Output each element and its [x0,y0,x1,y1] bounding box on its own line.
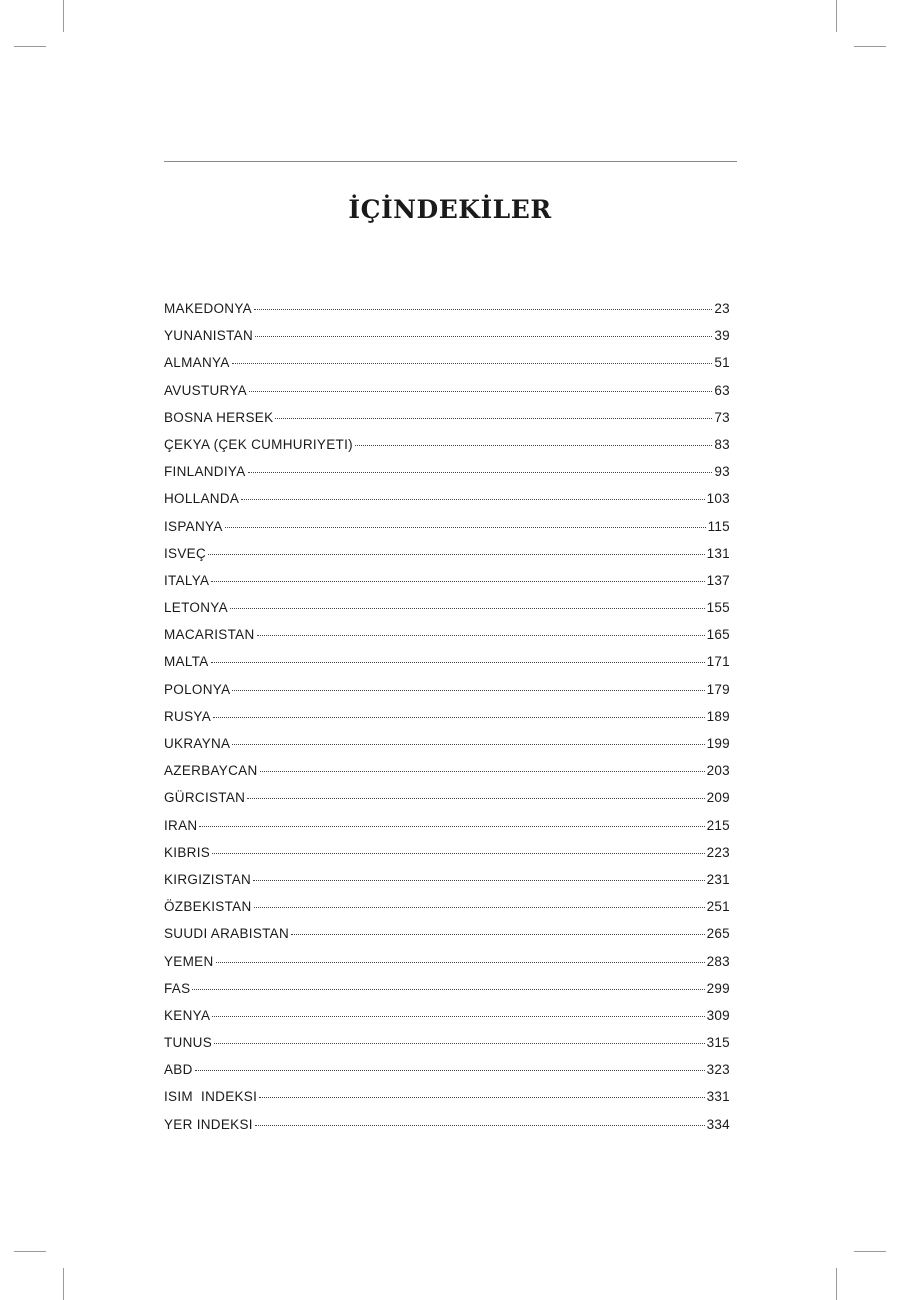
toc-entry-label: MACARISTAN [164,627,255,643]
crop-mark-right-bottom [854,1251,886,1252]
toc-entry-label: ITALYA [164,572,210,588]
toc-dot-leader [212,853,704,854]
toc-entry-page-number: 283 [706,953,730,969]
crop-mark-bottom-right [836,1268,837,1300]
toc-entry-page-number: 171 [706,654,730,670]
toc-entry [164,437,730,464]
crop-mark-left-bottom [14,1251,46,1252]
toc-entry-label: KENYA [164,1007,211,1023]
crop-mark-top-left [63,0,64,32]
toc-dot-leader [232,744,704,745]
toc-entry [164,763,730,790]
toc-entry-label: POLONYA [164,681,231,697]
toc-entry-page-number: 315 [706,1035,730,1051]
toc-entry-page-number: 179 [706,681,730,697]
toc-entry-label: MAKEDONYA [164,301,252,316]
crop-mark-left-top [14,46,46,47]
toc-entry-page-number: 39 [714,328,730,344]
toc-dot-leader [255,1125,705,1126]
toc-dot-leader [254,907,705,908]
toc-entry [164,845,730,872]
toc-entry-label: ISVEÇ [164,545,207,561]
toc-entry-label: ÖZBEKISTAN [164,899,252,915]
toc-entry [164,491,730,518]
toc-entry [164,573,730,600]
toc-entry [164,464,730,491]
toc-dot-leader [275,418,712,419]
toc-entry-label: TUNUS [164,1035,212,1051]
toc-entry-label: KIRGIZISTAN [164,871,252,887]
toc-entry [164,736,730,763]
toc-dot-leader [225,527,706,528]
toc-entry-label: UKRAYNA [164,736,231,751]
toc-dot-leader [216,962,705,963]
toc-entry-label: FAS [164,980,191,996]
toc-dot-leader [249,391,712,392]
toc-entry [164,519,730,546]
toc-entry-label: ALMANYA [164,355,230,371]
toc-entry [164,954,730,981]
toc-entry-page-number: 165 [706,627,730,643]
toc-entry-page-number: 63 [714,382,730,398]
toc-entry-page-number: 209 [706,790,730,806]
crop-mark-top-right [836,0,837,32]
toc-dot-leader [199,826,704,827]
header-rule [164,161,737,162]
toc-entry-page-number: 203 [706,763,730,779]
toc-dot-leader [213,717,705,718]
toc-entry-page-number: 115 [707,518,730,534]
toc-entry-page-number: 199 [706,736,730,751]
toc-dot-leader [291,934,705,935]
toc-dot-leader [260,771,705,772]
toc-entry-label: GÜRCISTAN [164,790,246,806]
toc-entry [164,899,730,926]
toc-entry-label: HOLLANDA [164,491,240,507]
toc-dot-leader [241,499,704,500]
toc-entry-label: MALTA [164,654,209,670]
toc-entry [164,790,730,817]
toc-entry [164,627,730,654]
toc-entry [164,872,730,899]
toc-entry-label: ISIM INDEKSI [164,1089,258,1105]
toc-entry-page-number: 73 [714,409,730,425]
toc-entry-page-number: 331 [706,1089,730,1105]
toc-dot-leader [247,798,704,799]
toc-entry [164,1035,730,1062]
toc-entry-page-number: 299 [706,980,730,996]
toc-entry-page-number: 334 [706,1116,730,1132]
toc-entry [164,1117,730,1144]
toc-entry [164,546,730,573]
toc-entry-label: ABD [164,1062,193,1078]
toc-entry-page-number: 155 [706,600,730,616]
toc-entry-page-number: 137 [706,572,730,588]
toc-dot-leader [192,989,704,990]
toc-entry-page-number: 189 [706,708,730,724]
table-of-contents [164,301,730,1144]
toc-entry [164,600,730,627]
toc-entry-page-number: 309 [706,1007,730,1023]
toc-entry-page-number: 223 [706,844,730,860]
toc-entry-label: YUNANISTAN [164,328,254,344]
toc-dot-leader [195,1070,705,1071]
toc-entry-label: AZERBAYCAN [164,763,258,779]
toc-entry-page-number: 83 [714,436,730,452]
toc-dot-leader [211,662,705,663]
toc-entry-page-number: 231 [706,871,730,887]
toc-entry [164,818,730,845]
crop-mark-bottom-left [63,1268,64,1300]
toc-dot-leader [230,608,705,609]
toc-entry-label: ISPANYA [164,518,223,534]
toc-entry-label: FINLANDIYA [164,464,246,480]
toc-entry [164,383,730,410]
toc-entry-page-number: 93 [714,464,730,480]
toc-entry-label: RUSYA [164,708,212,724]
toc-entry [164,328,730,355]
toc-entry-page-number: 265 [706,926,730,942]
toc-entry [164,1008,730,1035]
toc-entry-label: LETONYA [164,600,228,616]
toc-entry-label: KIBRIS [164,844,211,860]
toc-dot-leader [255,336,712,337]
toc-dot-leader [257,635,705,636]
toc-dot-leader [248,472,713,473]
toc-dot-leader [211,581,704,582]
toc-entry [164,981,730,1008]
toc-entry [164,709,730,736]
toc-entry-label: YEMEN [164,953,214,969]
toc-dot-leader [232,690,704,691]
toc-entry [164,355,730,382]
toc-entry-page-number: 103 [706,491,730,507]
toc-entry-label: ÇEKYA (ÇEK CUMHURIYETI) [164,436,353,452]
toc-entry-page-number: 51 [714,355,730,371]
toc-entry [164,1062,730,1089]
toc-entry-page-number: 251 [706,899,730,915]
toc-entry-page-number: 215 [706,817,730,833]
crop-mark-right-top [854,46,886,47]
toc-entry-label: YER INDEKSI [164,1116,253,1132]
toc-dot-leader [355,445,712,446]
toc-dot-leader [254,309,712,310]
toc-dot-leader [253,880,705,881]
toc-dot-leader [259,1097,704,1098]
toc-dot-leader [214,1043,705,1044]
toc-entry [164,926,730,953]
toc-dot-leader [232,363,713,364]
toc-entry [164,410,730,437]
page-title: İÇİNDEKİLER [348,195,552,224]
toc-entry-label: SUUDI ARABISTAN [164,926,290,942]
toc-entry-label: BOSNA HERSEK [164,409,274,425]
toc-entry [164,682,730,709]
toc-entry-label: AVUSTURYA [164,382,247,398]
toc-entry-label: IRAN [164,817,198,833]
toc-entry-page-number: 23 [714,301,730,316]
toc-entry-page-number: 131 [706,545,730,561]
toc-entry [164,654,730,681]
toc-entry [164,1089,730,1116]
toc-entry [164,301,730,328]
toc-entry-page-number: 323 [706,1062,730,1078]
toc-dot-leader [208,554,705,555]
toc-dot-leader [212,1016,704,1017]
